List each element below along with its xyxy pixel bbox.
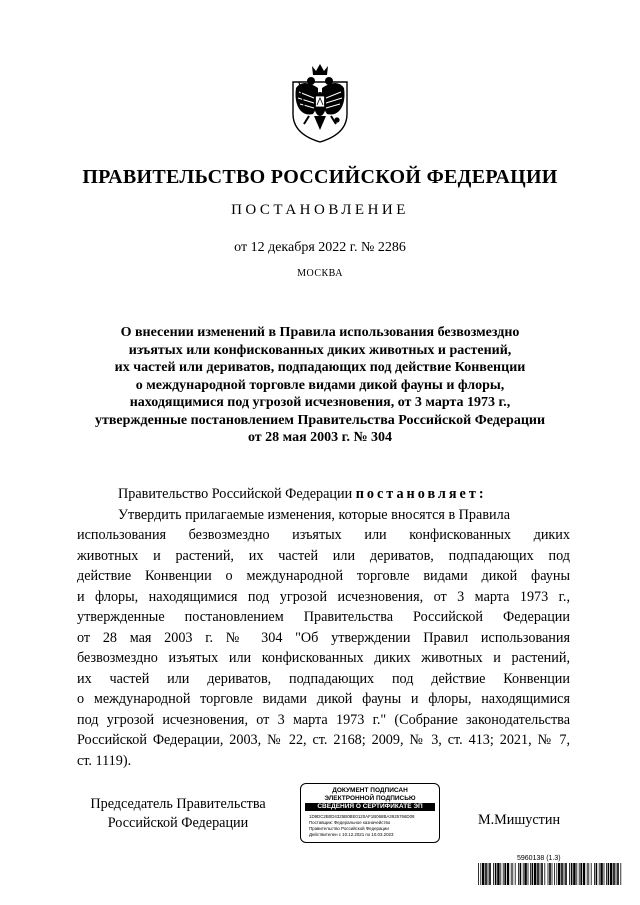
document-subject xyxy=(0,324,640,447)
intro-decree-word: постановляет: xyxy=(355,486,487,502)
body-line: безвозмездно изъятых или конфискованных диких животных и растений, xyxy=(77,650,570,666)
stamp-title-line: ДОКУМЕНТ ПОДПИСАН xyxy=(332,787,408,794)
stamp-details xyxy=(309,814,414,838)
stamp-validity: Действителен с 10.12.2021 по 10.03.2023 xyxy=(309,832,394,837)
stamp-cert-id: 1D9DC2B0D4325B0BE0120AF1B068BA3925766D08 xyxy=(309,814,415,819)
subject-line: от 28 мая 2003 г. № 304 xyxy=(247,430,393,445)
signer-name: М.Мишустин xyxy=(478,812,561,828)
body-line: Российской Федерации, 2003, № 22, ст. 2168; 2009, № 3, ст. 413; 2021, № 7, xyxy=(77,732,570,748)
body-line: под угрозой исчезновения, от 3 марта 1973 г." (Собрание законодательства xyxy=(77,711,570,728)
organization-title: ПРАВИТЕЛЬСТВО РОССИЙСКОЙ ФЕДЕРАЦИИ xyxy=(82,166,558,188)
subject-line: находящимися под угрозой исчезновения, от 3 марта 1973 г., xyxy=(129,395,511,410)
body-line: от 28 мая 2003 г. № 304 "Об утверждении Правил использования xyxy=(77,629,570,646)
document-date-number: от 12 декабря 2022 г. № 2286 xyxy=(234,240,406,255)
stamp-title-line: ЭЛЕКТРОННОЙ ПОДПИСЬЮ xyxy=(324,794,416,802)
body-line: ст. 1119). xyxy=(77,752,132,769)
electronic-signature-stamp xyxy=(300,783,440,843)
body-line: утвержденные постановлением Правительства Российской Федерации xyxy=(77,609,570,625)
intro-text: Правительство Российской Федерации xyxy=(118,486,356,502)
signer-position xyxy=(78,795,278,833)
stamp-header: СВЕДЕНИЯ О СЕРТИФИКАТЕ ЭП xyxy=(305,803,435,811)
body-line: и флоры, находящимися под угрозой исчезновения, от 3 марта 1973 г., xyxy=(77,588,570,605)
coat-of-arms-emblem xyxy=(287,62,353,144)
barcode-number: 5960138 (1.3) xyxy=(517,855,561,862)
body-intro xyxy=(77,484,570,505)
subject-line: изъятых или конфискованных диких животных и растений, xyxy=(128,342,512,358)
body-line: использования безвозмездно изъятых или конфискованных диких xyxy=(77,527,570,543)
stamp-title xyxy=(301,787,439,802)
body-line: о международной торговле видами дикой фауны и флоры, находящимися xyxy=(77,691,570,707)
body-line: Утвердить прилагаемые изменения, которые вносятся в Правила xyxy=(118,506,510,523)
stamp-issuer: Поставщик: Федеральное казначейство xyxy=(309,820,391,825)
stamp-owner: Правительство Российской Федерации xyxy=(309,826,389,831)
subject-line: утвержденные постановлением Правительства Российской Федерации xyxy=(94,412,546,428)
document-body xyxy=(77,484,570,771)
body-line: их частей или дериватов, подпадающих под действие Конвенции xyxy=(77,670,570,687)
subject-line: О внесении изменений в Правила использования безвозмездно xyxy=(120,325,520,340)
body-line: действие Конвенции о международной торговле видами дикой фауны xyxy=(77,568,570,584)
document-city: МОСКВА xyxy=(297,268,343,279)
barcode xyxy=(478,863,623,885)
body-line: животных и растений, их частей или дериватов, подпадающих под xyxy=(77,547,570,564)
signer-position-line: Председатель Правительства xyxy=(90,796,266,812)
document-type: ПОСТАНОВЛЕНИЕ xyxy=(231,202,409,218)
subject-line: их частей или дериватов, подпадающих под действие Конвенции xyxy=(114,360,526,375)
subject-line: о международной торговле видами дикой фауны и флоры, xyxy=(135,377,505,393)
signer-position-line: Российской Федерации xyxy=(107,815,249,831)
